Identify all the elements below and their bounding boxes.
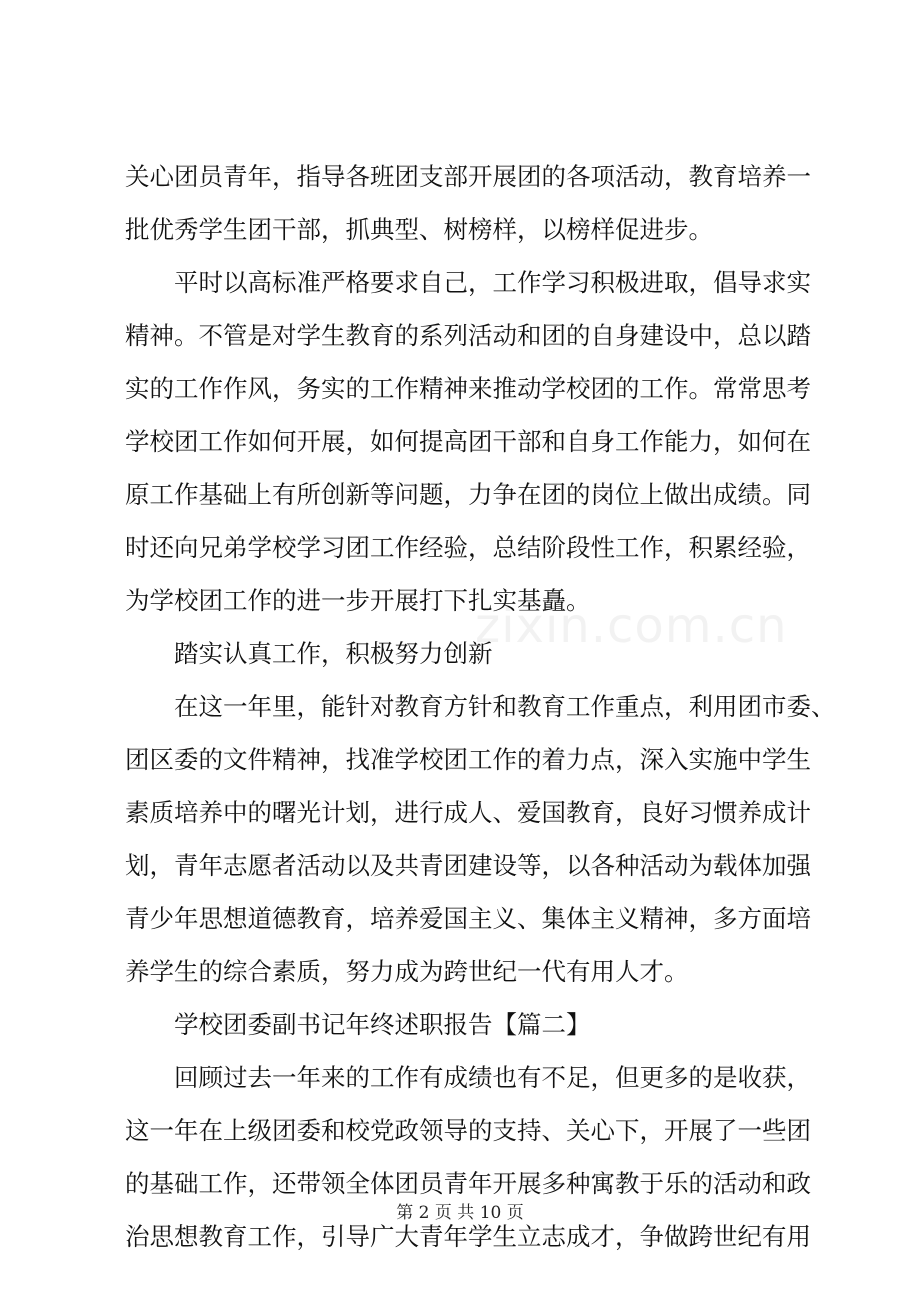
page-footer: 第 2 页 共 10 页: [396, 1203, 524, 1223]
text-line: 划，青年志愿者活动以及共青团建设等，以各种活动为载体加强: [125, 851, 811, 880]
text-line: 团区委的文件精神，找准学校团工作的着力点，深入实施中学生: [125, 745, 811, 774]
text-line: 为学校团工作的进一步开展打下扎实基矗。: [125, 586, 591, 615]
text-line: 青少年思想道德教育，培养爱国主义、集体主义精神，多方面培: [125, 904, 811, 933]
text-line: 素质培养中的曙光计划，进行成人、爱国教育，良好习惯养成计: [125, 798, 811, 827]
text-line: 这一年在上级团委和校党政领导的支持、关心下，开展了一些团: [125, 1116, 811, 1145]
text-line: 的基础工作，还带领全体团员青年开展多种寓教于乐的活动和政: [125, 1169, 811, 1198]
text-line: 时还向兄弟学校学习团工作经验，总结阶段性工作，积累经验，: [125, 533, 811, 562]
text-line: 实的工作作风，务实的工作精神来推动学校团的工作。常常思考: [125, 374, 811, 403]
document-body: [125, 150, 836, 1263]
text-line: 关心团员青年，指导各班团支部开展团的各项活动，教育培养一: [125, 162, 811, 191]
text-line: 原工作基础上有所创新等问题，力争在团的岗位上做出成绩。同: [125, 480, 811, 509]
text-line: 养学生的综合素质，努力成为跨世纪一代有用人才。: [125, 957, 689, 986]
section-heading: 踏实认真工作，积极努力创新: [174, 639, 493, 668]
text-line: 在这一年里，能针对教育方针和教育工作重点，利用团市委、: [174, 692, 836, 721]
text-line: 精神。不管是对学生教育的系列活动和团的自身建设中，总以踏: [125, 321, 811, 350]
text-line: 回顾过去一年来的工作有成绩也有不足，但更多的是收获，: [174, 1063, 811, 1092]
watermark: zixin.com.cn: [475, 598, 788, 654]
text-line: 学校团工作如何开展，如何提高团干部和自身工作能力，如何在: [125, 427, 811, 456]
section-heading: 学校团委副书记年终述职报告【篇二】: [174, 1010, 591, 1039]
text-line: 治思想教育工作，引导广大青年学生立志成才，争做跨世纪有用: [125, 1222, 811, 1251]
text-line: 平时以高标准严格要求自己，工作学习积极进取，倡导求实: [174, 268, 811, 297]
text-line: 批优秀学生团干部，抓典型、树榜样，以榜样促进步。: [125, 215, 713, 244]
